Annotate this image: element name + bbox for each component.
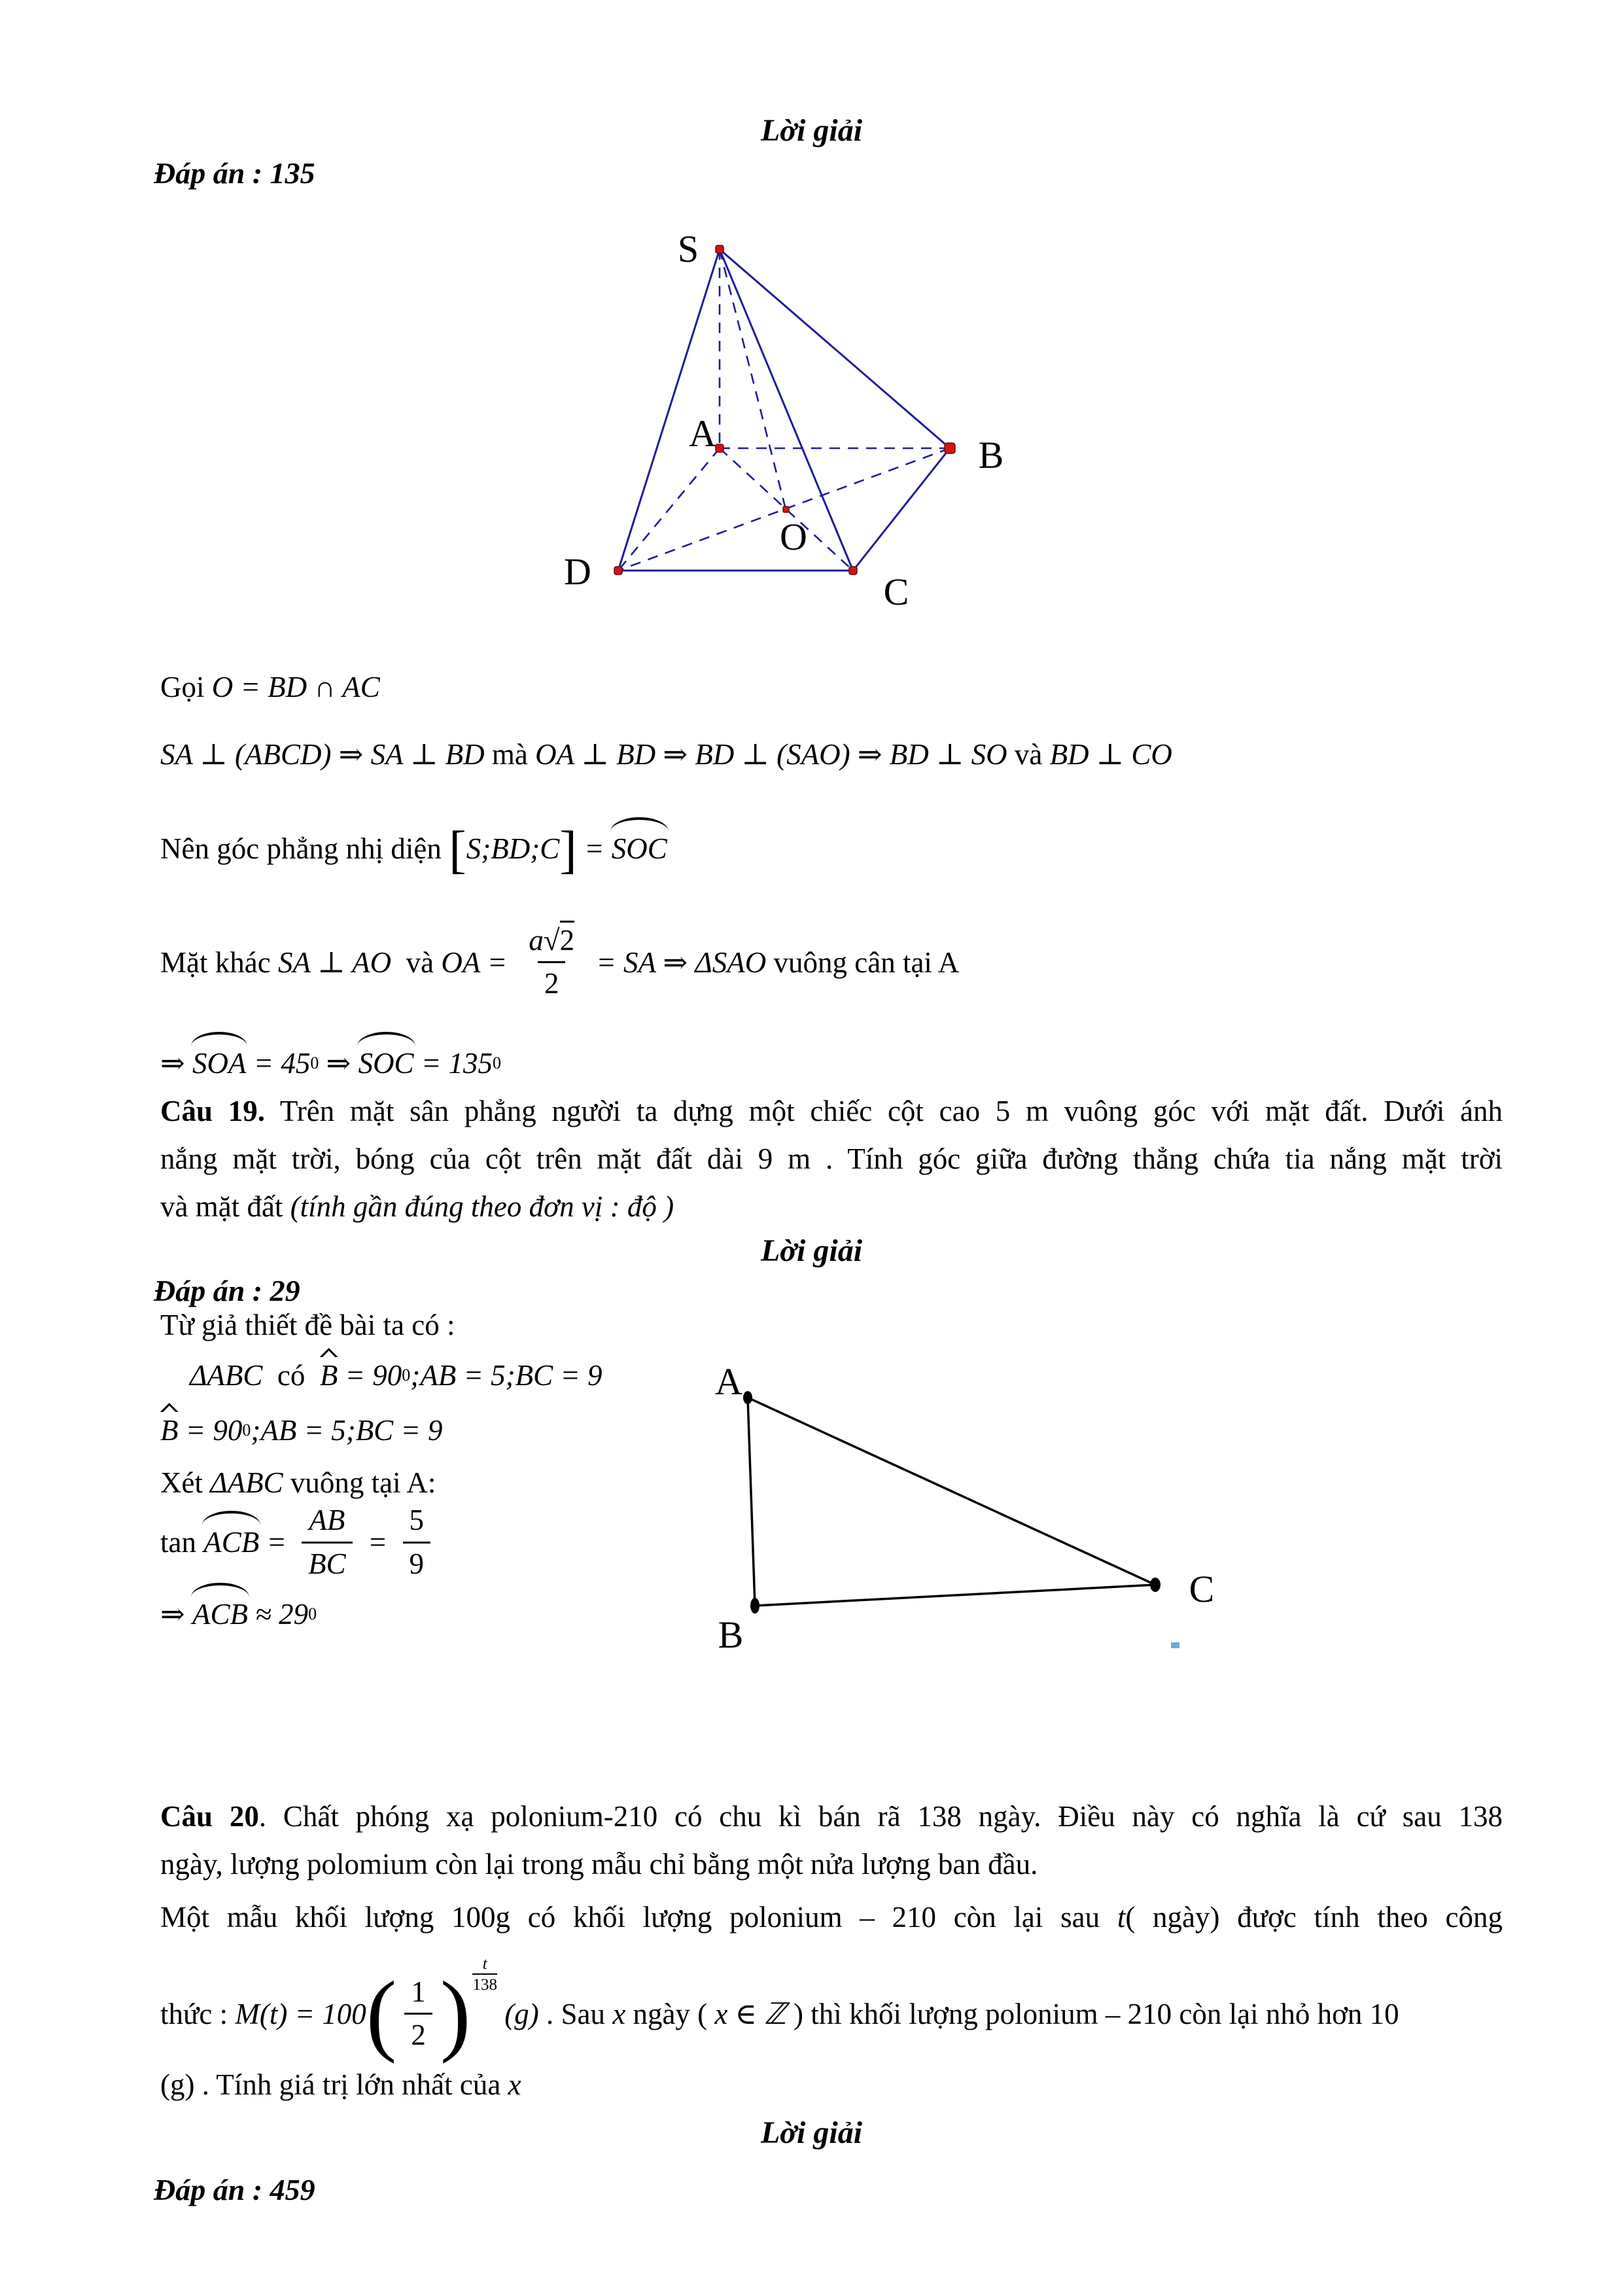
pyramid-label-b: B [978, 434, 1004, 476]
text-thuc: thức : [160, 1997, 236, 2030]
math-abc1-eq: = 90 [338, 1359, 402, 1392]
cau20-line3 [160, 1900, 1503, 1934]
math-x: x [612, 1997, 626, 2030]
math-kq-4: = 135 [413, 1046, 493, 1080]
fraction-numerator: 5 [409, 1504, 424, 1537]
cau19-line2 [160, 1142, 1503, 1176]
fraction-ab-bc [302, 1505, 353, 1580]
triangle-label-c: C [1189, 1568, 1215, 1610]
triangle-figure [713, 1368, 1236, 1662]
math-kq-3: ⇒ [319, 1047, 358, 1080]
math-abc1-rest: ;AB = 5;BC = 9 [410, 1359, 602, 1392]
exponent-numerator: t [482, 1955, 487, 1973]
angle-arc-icon [610, 817, 669, 832]
fraction-5-9 [403, 1505, 431, 1580]
line-formula: thức : M(t) = 100 ( $\frac{1}{2}$ ) $\frac{t}{138}$ (g) . Sau x ngày ( x ∈ ℤ ) thì khối lượng polonium – 210 còn lại nhỏ hơn 10 [160, 1955, 1399, 2064]
math-nen-inner: S;BD;C [466, 832, 560, 865]
exponent-t-over-138 [472, 1955, 497, 1994]
pyramid-label-d: D [564, 550, 591, 593]
text-ngay: ngày ( [625, 1997, 715, 2030]
text-tan: tan [160, 1526, 204, 1559]
math-nen-eq: = [576, 832, 612, 865]
exponent-denominator: 138 [472, 1973, 497, 1994]
line-xet [160, 1466, 436, 1500]
radical-sign: √ [543, 923, 560, 957]
cau20-line3-text-a: Một mẫu khối lượng 100g có khối lượng polonium – 210 còn lại sau [160, 1901, 1117, 1934]
b-hat-2-text: B [160, 1414, 179, 1447]
text-glast: (g) . Tính giá trị lớn nhất của [160, 2068, 508, 2101]
line-kq29: ⇒ ACB ≈ 29 0 [160, 1597, 317, 1631]
text-mk-2: và [398, 945, 442, 979]
fraction-a-sqrt2-over-2 [522, 925, 581, 1000]
b-hat [320, 1358, 338, 1392]
line-tugt: Từ giả thiết đề bài ta có : [160, 1309, 455, 1341]
math-kq29-1: ⇒ [160, 1598, 192, 1631]
pyramid-label-s: S [677, 228, 699, 270]
answer-29: Đáp án : 29 [154, 1274, 300, 1307]
text-abc1-co: có [262, 1359, 320, 1392]
cau19-line3-text: và mặt đất [160, 1190, 290, 1223]
text-sau: . Sau [538, 1997, 613, 2030]
pyramid-figure [556, 222, 1027, 654]
pyramid-label-o: O [780, 516, 807, 558]
line-abc1: ΔABC có B = 90 0 ;AB = 5;BC = 9 [190, 1358, 602, 1392]
cau20-number: Câu 20 [160, 1800, 259, 1833]
fraction-denominator: 2 [404, 2013, 432, 2051]
hat-icon [160, 1403, 179, 1412]
angle-arc-icon [202, 1511, 260, 1525]
pyramid-label-c: C [883, 571, 909, 613]
math-abc1-delta: ΔABC [190, 1359, 263, 1392]
line-tan [160, 1500, 438, 1585]
cau20-line2 [160, 1847, 1503, 1881]
math-kq29-2: ≈ 29 [247, 1597, 309, 1631]
cau19-line2-text: nắng mặt trời, bóng của cột trên mặt đất dài 9 m . Tính góc giữa đường thẳng chứa tia nắng mặt trời [160, 1142, 1503, 1175]
angle-acb-text: ACB [203, 1526, 260, 1559]
math-glast-x: x [508, 2068, 521, 2101]
radicand-2: 2 [560, 921, 575, 957]
fraction-denominator: 2 [538, 961, 566, 999]
answer-459: Đáp án : 459 [154, 2173, 315, 2206]
text-mk-3: vuông cân tại A [773, 945, 960, 979]
cau20-line3-t-var: t [1117, 1901, 1126, 1934]
angle-soa [192, 1046, 247, 1080]
math-kq-2: = 45 [246, 1046, 311, 1080]
math-mk-1: SA ⊥ AO [277, 946, 399, 979]
text-xet-2: vuông tại A: [283, 1466, 436, 1499]
text-goi: Gọi [160, 671, 212, 703]
math-mk-2: OA = [441, 945, 515, 979]
fraction-numerator [522, 925, 581, 961]
text-nen: Nên góc phẳng nhị diện [160, 832, 449, 865]
math-goi: O = BD ∩ AC [211, 671, 380, 703]
math-abc2-eq: = 90 [178, 1414, 243, 1447]
angle-soa-text: SOA [192, 1046, 247, 1080]
math-mk-3: = SA ⇒ ΔSAO [589, 946, 774, 979]
fraction-numerator: AB [309, 1504, 345, 1537]
angle-arc-icon [191, 1032, 248, 1046]
line-kq18: ⇒ SOA = 45 0 ⇒ SOC = 135 0 [160, 1046, 501, 1080]
cau19-line3 [160, 1190, 1503, 1224]
stray-blue-mark [1171, 1642, 1179, 1648]
angle-arc-icon [357, 1032, 415, 1046]
fraction-numerator: 1 [411, 1975, 426, 2008]
solution-heading-2: Lời giải [760, 1233, 863, 1268]
math-sa-2: OA ⊥ BD ⇒ BD ⊥ (SAO) ⇒ BD ⊥ SO [535, 738, 1015, 771]
angle-soc-text: SOC [611, 832, 667, 865]
math-sa-3: BD ⊥ CO [1049, 738, 1172, 771]
cau20-line3-text-b: ( ngày) được tính theo công [1125, 1901, 1503, 1934]
math-x-in-z: x ∈ ℤ [714, 1998, 786, 2030]
angle-acb [203, 1525, 259, 1559]
fraction-denominator: BC [302, 1542, 353, 1580]
math-xet: ΔABC [210, 1466, 283, 1499]
fraction-1-2 [404, 1977, 432, 2051]
cau20-line1-text: . Chất phóng xạ polonium-210 có chu kì bán rã 138 ngày. Điều này có nghĩa là cứ sau 138 [258, 1800, 1503, 1833]
angle-soc-2 [358, 1046, 414, 1080]
angle-acb-2 [192, 1597, 248, 1631]
cau19-line1 [160, 1094, 1503, 1128]
math-g-unit: (g) [497, 1997, 539, 2030]
math-tan-eq: = [259, 1526, 294, 1559]
line-goi [160, 670, 380, 704]
b-hat-2 [160, 1413, 179, 1447]
triangle-label-b: B [718, 1614, 744, 1656]
b-hat-text: B [319, 1359, 338, 1392]
text-formula-rest: ) thì khối lượng polonium – 210 còn lại nhỏ hơn 10 [786, 1997, 1399, 2030]
line-matkhac [160, 905, 959, 1019]
triangle-edges [748, 1398, 1155, 1606]
text-xet-1: Xét [160, 1466, 211, 1499]
angle-soc [612, 832, 667, 866]
fraction-denominator: 9 [403, 1542, 431, 1580]
math-sa-1: SA ⊥ (ABCD) ⇒ SA ⊥ BD [160, 738, 492, 771]
math-abc2-rest: ;AB = 5;BC = 9 [251, 1414, 443, 1447]
text-sa-2: và [1014, 737, 1050, 771]
triangle-label-a: A [715, 1368, 742, 1403]
cau19-line3-italic: (tính gần đúng theo đơn vị : độ ) [290, 1190, 674, 1223]
math-eq100: = 100 [287, 1997, 366, 2030]
line-glast [160, 2068, 521, 2102]
cau19-line1-text: Trên mặt sân phẳng người ta dựng một chiếc cột cao 5 m vuông góc với mặt đất. Dưới ánh [264, 1095, 1503, 1127]
text-mk-1: Mặt khác [160, 945, 278, 979]
cau19-number: Câu 19. [160, 1095, 265, 1127]
cau20-line1 [160, 1799, 1503, 1833]
math-kq-1: ⇒ [160, 1047, 192, 1080]
solution-heading-1: Lời giải [760, 113, 863, 148]
math-a: a [529, 923, 544, 957]
math-tan-eq2: = [360, 1526, 395, 1559]
line-sa [160, 737, 1172, 771]
angle-acb-2-text: ACB [192, 1597, 248, 1631]
angle-soc-2-text: SOC [358, 1046, 414, 1080]
line-nen: Nên góc phẳng nhị diện [ S;BD;C ] = SOC [160, 826, 667, 872]
hat-icon [320, 1348, 338, 1357]
line-abc2: B = 90 0 ;AB = 5;BC = 9 [160, 1413, 443, 1447]
pyramid-label-a: A [689, 412, 716, 455]
math-mt: M(t) [235, 1997, 288, 2030]
text-sa-1: mà [491, 737, 536, 771]
solution-heading-3: Lời giải [760, 2115, 863, 2150]
cau20-line2-text: ngày, lượng polomium còn lại trong mẫu chỉ bằng một nửa lượng ban đầu. [160, 1848, 1038, 1881]
answer-135: Đáp án : 135 [154, 156, 315, 190]
